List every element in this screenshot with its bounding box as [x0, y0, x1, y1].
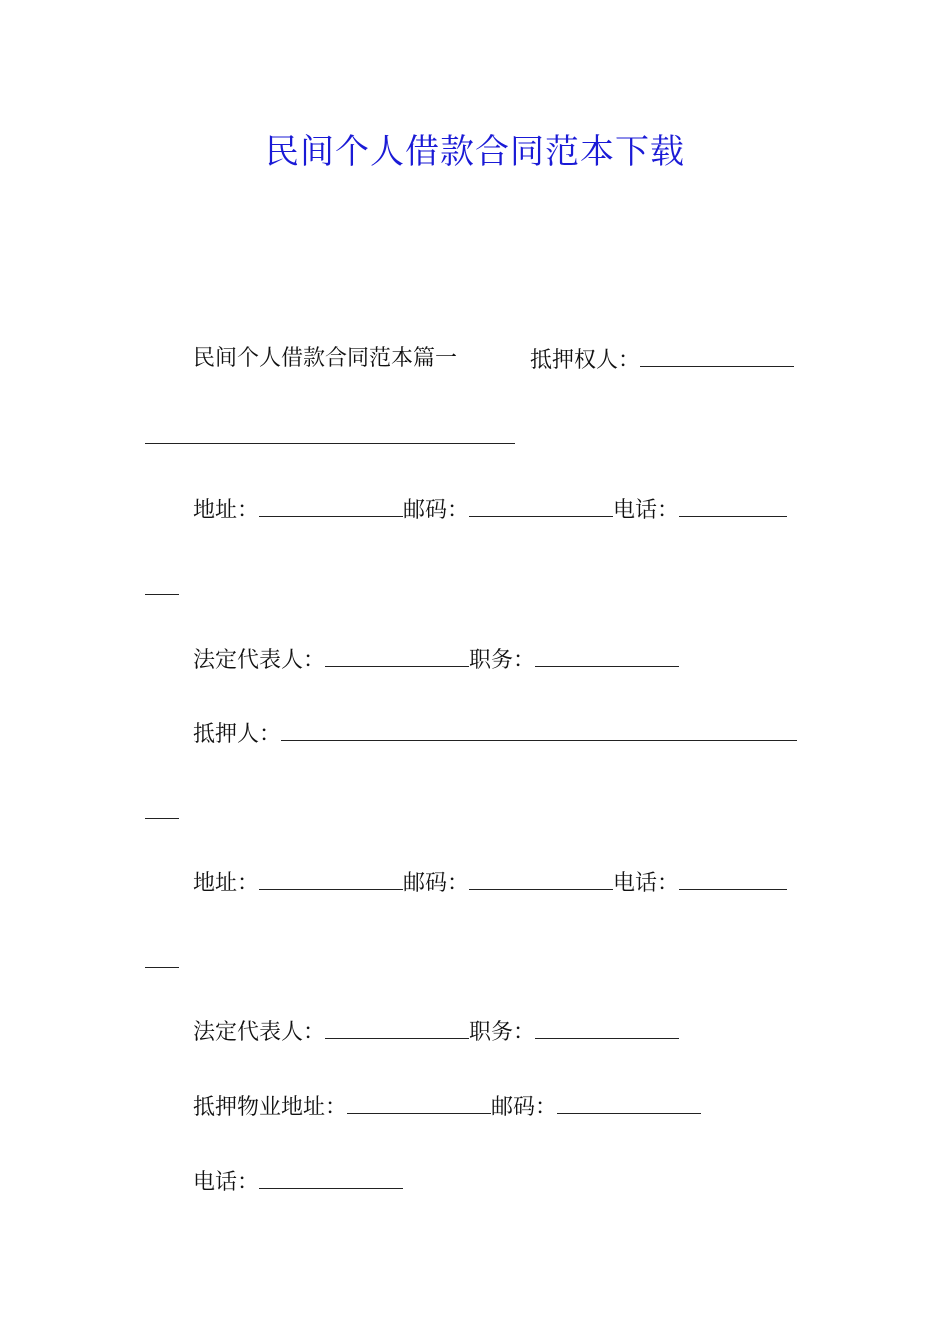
mortgagor-field-continuation[interactable] [145, 818, 179, 819]
mortgagee-line [530, 344, 794, 376]
mortgagor-rep-line [193, 1016, 679, 1048]
mortgagor-address-field[interactable] [259, 867, 403, 890]
property-phone-field[interactable] [259, 1166, 403, 1189]
mortgagee-label: 抵押权人： [530, 348, 641, 373]
legal-rep-label: 法定代表人： [193, 1020, 326, 1045]
property-postcode-field[interactable] [557, 1091, 701, 1114]
mortgagee-field-continuation[interactable] [145, 443, 515, 444]
mortgagee-postcode-field[interactable] [469, 494, 613, 517]
postcode-label: 邮码： [403, 871, 470, 896]
mortgagor-rep-field[interactable] [325, 1016, 469, 1039]
mortgagor-phone-continuation[interactable] [145, 967, 179, 968]
legal-rep-label: 法定代表人： [193, 648, 326, 673]
mortgagor-postcode-field[interactable] [469, 867, 613, 890]
phone-label: 电话： [613, 871, 680, 896]
mortgagee-address-field[interactable] [259, 494, 403, 517]
document-title: 民间个人借款合同范本下载 [265, 132, 685, 172]
mortgagor-contact-line [193, 867, 787, 899]
mortgagor-line [193, 718, 797, 750]
postcode-label: 邮码： [491, 1095, 558, 1120]
section-heading: 民间个人借款合同范本篇一 [193, 346, 458, 371]
mortgagee-phone-continuation[interactable] [145, 594, 179, 595]
address-label: 地址： [193, 871, 260, 896]
property-address-field[interactable] [347, 1091, 491, 1114]
address-label: 地址： [193, 498, 260, 523]
mortgagor-phone-field[interactable] [679, 867, 787, 890]
mortgagee-rep-line [193, 644, 679, 676]
mortgagor-field[interactable] [281, 718, 797, 741]
phone-label: 电话： [613, 498, 680, 523]
position-label: 职务： [469, 648, 536, 673]
postcode-label: 邮码： [403, 498, 470, 523]
mortgagor-position-field[interactable] [535, 1016, 679, 1039]
property-address-label: 抵押物业地址： [193, 1095, 348, 1120]
mortgagee-rep-field[interactable] [325, 644, 469, 667]
property-line [193, 1091, 701, 1123]
position-label: 职务： [469, 1020, 536, 1045]
mortgagee-phone-field[interactable] [679, 494, 787, 517]
property-phone-line [193, 1166, 403, 1198]
mortgagee-position-field[interactable] [535, 644, 679, 667]
mortgagee-field[interactable] [640, 344, 794, 367]
phone-label: 电话： [193, 1170, 260, 1195]
mortgagee-contact-line [193, 494, 787, 526]
heading-line [193, 344, 457, 374]
mortgagor-label: 抵押人： [193, 722, 282, 747]
